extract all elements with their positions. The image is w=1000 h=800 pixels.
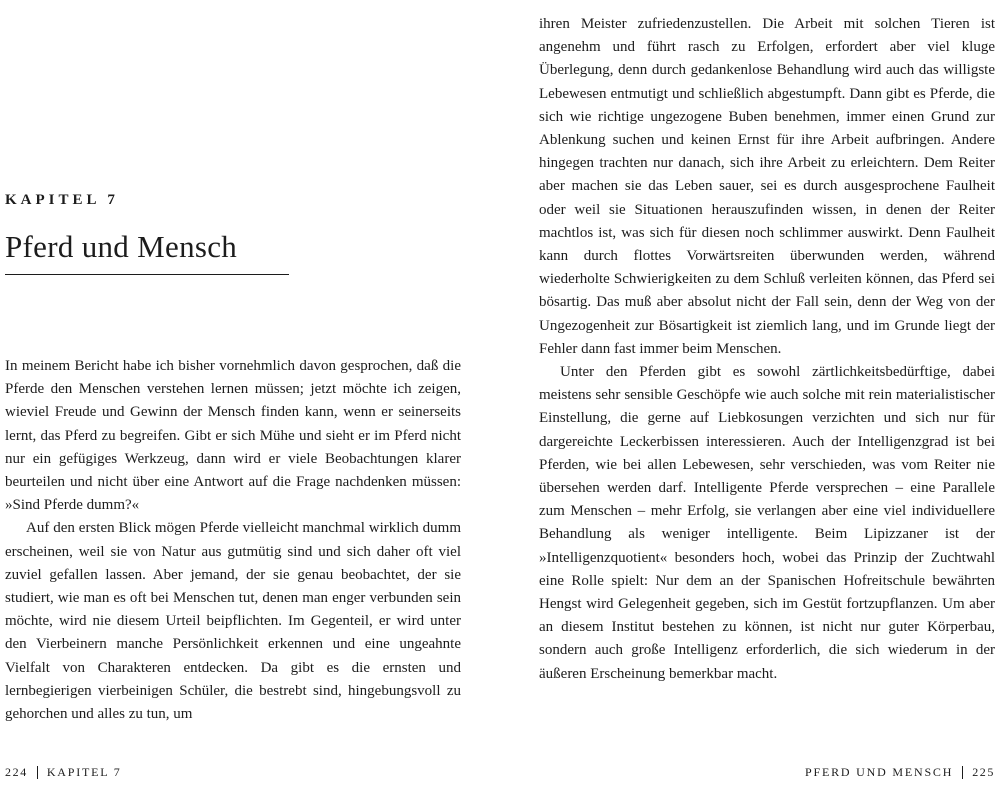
footer-right bbox=[805, 765, 995, 780]
running-footer bbox=[5, 765, 995, 780]
paragraph: In meinem Bericht habe ich bisher vornehmlich davon gesprochen, daß die Pferde den Menschen verstehen lernen müssen; jetzt möchte ich zeigen, wieviel Freude und Gewinn der Mensch finden kann, wenn er seinerseits lernt, das Pferd zu begreifen. Gibt er sich Mühe und sieht er im Pferd nicht nur ein gefügiges Werkzeug, dann wird er viele Beobachtungen klarer beurteilen und nicht über eine Antwort auf die Frage nachdenken müssen: »Sind Pferde dumm?« bbox=[5, 358, 461, 514]
footer-label: KAPITEL 7 bbox=[46, 765, 122, 779]
page-number: 224 bbox=[5, 765, 28, 779]
chapter-title: Pferd und Mensch bbox=[5, 229, 289, 275]
footer-label: PFERD UND MENSCH bbox=[805, 765, 954, 779]
left-page-body bbox=[5, 355, 461, 726]
paragraph: ihren Meister zufriedenzustellen. Die Arbeit mit solchen Tieren ist angenehm und führt rasch zu Erfolgen, erfordert aber viel kluge Überlegung, denn durch gedankenlose Behandlung wird auch das willigste Lebewesen entmutigt und schließlich abgestumpft. Dann gibt es Pferde, die sich wie richtige ungezogene Buben benehmen, immer einen Grund zur Ablenkung suchen und keinen Ernst für ihre Arbeit aufbringen. Andere hingegen trachten nur danach, sich ihre Arbeit zu erleichtern. Dem Reiter aber machen sie das Leben sauer, sei es durch ausgesprochene Faulheit oder weil sie Situationen herauszufinden wissen, in denen der Reiter machtlos ist, was sich für diesen noch schlimmer auswirkt. Denn Faulheit kann durch flottes Vorwärtsreiten überwunden werden, während wiederholte Schwierigkeiten zu dem Schluß verleiten können, das Pferd sei bösartig. Das muß aber absolut nicht der Fall sein, denn der Weg von der Ungezogenheit zur Bösartigkeit ist ziemlich lang, und im Grunde liegt der Fehler dann fast immer beim Menschen. bbox=[539, 16, 995, 357]
right-page-body bbox=[539, 13, 995, 686]
page-number: 225 bbox=[972, 765, 995, 779]
left-page bbox=[5, 0, 461, 800]
paragraph: Unter den Pferden gibt es sowohl zärtlichkeitsbedürftige, dabei meistens sehr sensible Geschöpfe wie auch solche mit rein materialistischer Einstellung, die gerne auf Liebkosungen verzichten und sich nur für dargereichte Leckerbissen interessieren. Auch der Intelligenzgrad ist bei Pferden, wie bei allen Lebewesen, sehr verschieden, was vom Reiter nie übersehen werden darf. Intelligente Pferde versprechen – eine Parallele zum Menschen – mehr Erfolg, sie verlangen aber eine viel individuellere Behandlung als weniger intelligente. Beim Lipizzaner ist der »Intelligenzquotient« besonders hoch, wobei das Prinzip der Zuchtwahl eine Rolle spielt: Nur dem an der Spanischen Hofreitschule bewährten Hengst wird Gelegenheit gegeben, sich im Gestüt fortzupflanzen. Um aber an diesem Institut bestehen zu können, ist nicht nur guter Körperbau, sondern auch große Intelligenz erforderlich, die sich wiederum in der äußeren Erscheinung bemerkbar macht. bbox=[539, 364, 995, 682]
footer-divider bbox=[962, 766, 963, 779]
footer-left bbox=[5, 765, 122, 780]
right-page bbox=[539, 0, 995, 800]
paragraph: Auf den ersten Blick mögen Pferde vielleicht manchmal wirklich dumm erscheinen, weil sie von Natur aus gutmütig sind und sich daher oft viel zuviel gefallen lassen. Aber jemand, der sie genau beobachtet, der sie studiert, wie man es oft bei Menschen tut, denen man enger verbunden sein möchte, wird nie diesem Urteil beipflichten. Im Gegenteil, er wird unter den Vierbeinern manche Persönlichkeit erkennen und eine ungeahnte Vielfalt von Charakteren entdecken. Da gibt es die ernsten und lernbegierigen vierbeinigen Schüler, die bestrebt sind, hingebungsvoll zu gehorchen und alles zu tun, um bbox=[5, 520, 461, 723]
footer-divider bbox=[37, 766, 38, 779]
chapter-kicker: KAPITEL 7 bbox=[5, 192, 119, 208]
